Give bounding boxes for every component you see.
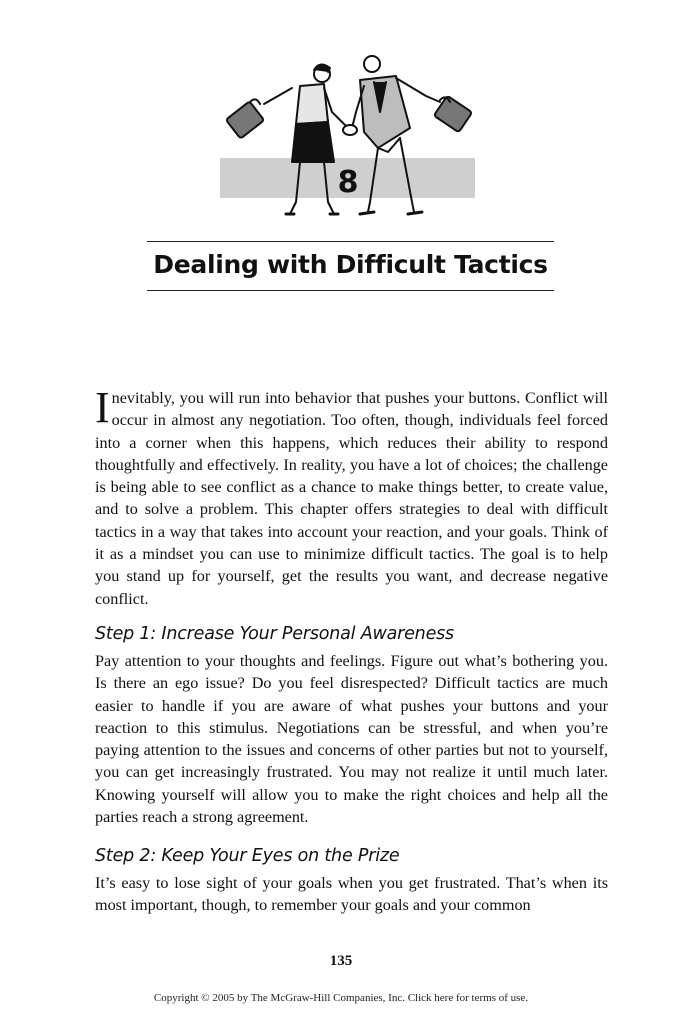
intro-text: nevitably, you will run into behavior that pushes your buttons. Conflict will occur in almost any negotiation. Too often, though, individuals feel forced into a corner when this happens, which reduces their ability to respond thoughtfully and effectively. In reality, you have a lot of choices; the challenge is being able to see conflict as a chance to make things better, to create value, and to solve a problem. This chapter offers strategies to deal with difficult tactics in a way that takes into account your reaction, and your goals. Think of it as a mindset you can use to minimize difficult tactics. The goal is to help you stand up for yourself, get the results you want, and decrease negative conflict. [95, 389, 608, 608]
step-1-section [95, 624, 608, 828]
title-rule-bottom [147, 290, 554, 291]
page-number: 135 [329, 953, 353, 969]
terms-of-use-link[interactable]: Click here for terms of use. [407, 992, 529, 1004]
intro-paragraph [95, 383, 608, 610]
copyright-footer [0, 992, 682, 1004]
copyright-text: Copyright © 2005 by The McGraw-Hill Companies, Inc. [153, 992, 408, 1004]
step-2-section [95, 846, 608, 917]
intro-block [95, 383, 608, 610]
chapter-title: Dealing with Difficult Tactics [153, 250, 548, 279]
dropcap: I [95, 383, 110, 432]
step-1-heading: Step 1: Increase Your Personal Awareness [95, 624, 454, 644]
step-2-heading: Step 2: Keep Your Eyes on the Prize [95, 846, 400, 866]
step-2-paragraph: It’s easy to lose sight of your goals when you get frustrated. That’s when its most important, though, to remember your goals and your common [95, 874, 608, 915]
step-1-paragraph: Pay attention to your thoughts and feelings. Figure out what’s bothering you. Is there an ego issue? Do you feel disrespected? Difficult tactics are much easier to handle if you are aware of what pushes your buttons and your reaction to this stimulus. Negotiations can be stressful, and when you’re paying attention to the issues and concerns of other parties but not to yourself, you can get increasingly frustrated. You may not realize it until much later. Knowing yourself will allow you to make the right choices and help all the parties reach a strong agreement. [95, 652, 608, 827]
title-rule-top [147, 241, 554, 242]
chapter-number: 8 [337, 165, 359, 200]
handshake-illustration [200, 52, 500, 224]
